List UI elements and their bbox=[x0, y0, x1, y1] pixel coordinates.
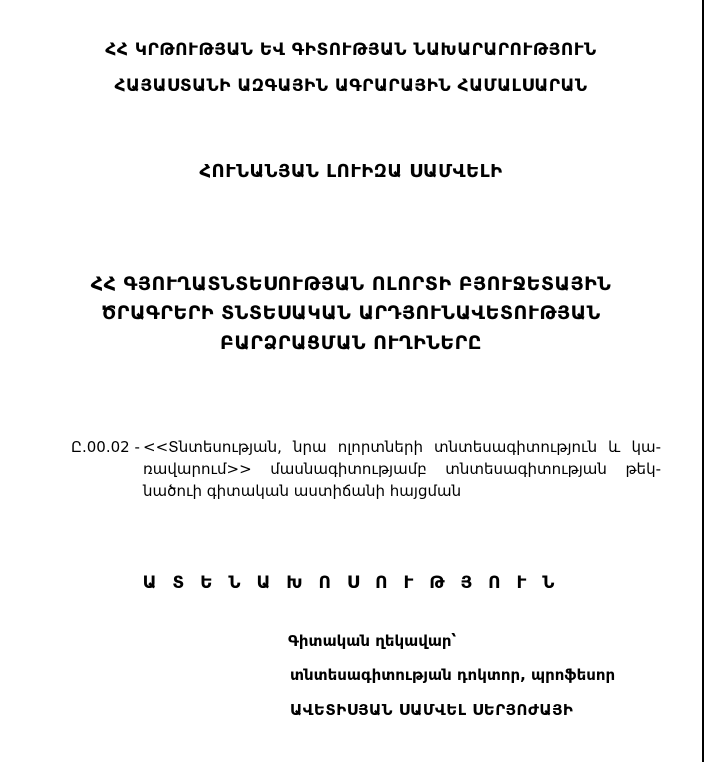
page-edge-rule bbox=[702, 0, 704, 762]
specialty-line-1: <<Տնտեսության, նրա ոլորտների տնտեսագիտություն և կա- bbox=[143, 438, 661, 456]
specialty-block bbox=[71, 436, 661, 502]
thesis-title-line-2: ԾՐԱԳՐԵՐԻ ՏՆՏԵՍԱԿԱՆ ԱՐԴՅՈՒՆԱՎԵՏՈՒԹՅԱՆ bbox=[101, 302, 601, 324]
ministry-name: ՀՀ ԿՐԹՈՒԹՅԱՆ ԵՎ ԳԻՏՈՒԹՅԱՆ ՆԱԽԱՐԱՐՈՒԹՅՈՒՆ bbox=[105, 40, 597, 60]
specialty-description bbox=[143, 436, 661, 502]
thesis-title-line-1: ՀՀ ԳՅՈՒՂԱՏՆՏԵՍՈՒԹՅԱՆ ՈԼՈՐՏԻ ԲՅՈՒՋԵՏԱՅԻՆ bbox=[90, 273, 612, 295]
thesis-title-line-3: ԲԱՐՁՐԱՑՄԱՆ ՈՒՂԻՆԵՐԸ bbox=[220, 332, 482, 354]
specialty-code: Ը.00.02 - bbox=[71, 438, 140, 456]
specialty-line-3: նածուի գիտական աստիճանի հայցման bbox=[143, 482, 462, 500]
university-name: ՀԱՅԱՍՏԱՆԻ ԱԶԳԱՅԻՆ ԱԳՐԱՐԱՅԻՆ ՀԱՄԱԼՍԱՐԱՆ bbox=[114, 76, 588, 96]
advisor-degree: տնտեսագիտության դոկտոր, պրոֆեսոր bbox=[290, 666, 616, 684]
specialty-line-2: ռավարում>> մասնագիտությամբ տնտեսագիտության թեկ- bbox=[143, 460, 661, 478]
author-name: ՀՈՒՆԱՆՅԱՆ ԼՈՒԻԶԱ ՍԱՄՎԵԼԻ bbox=[199, 161, 503, 182]
advisor-name: ԱՎԵՏԻՍՅԱՆ ՍԱՄՎԵԼ ՍԵՐՅՈԺԱՅԻ bbox=[290, 701, 574, 719]
advisor-label: Գիտական ղեկավար՝ bbox=[288, 632, 457, 650]
abstract-heading: Ա Տ Ե Ն Ա Խ Ո Ս Ո Ւ Թ Յ Ո Ւ Ն bbox=[142, 573, 560, 593]
